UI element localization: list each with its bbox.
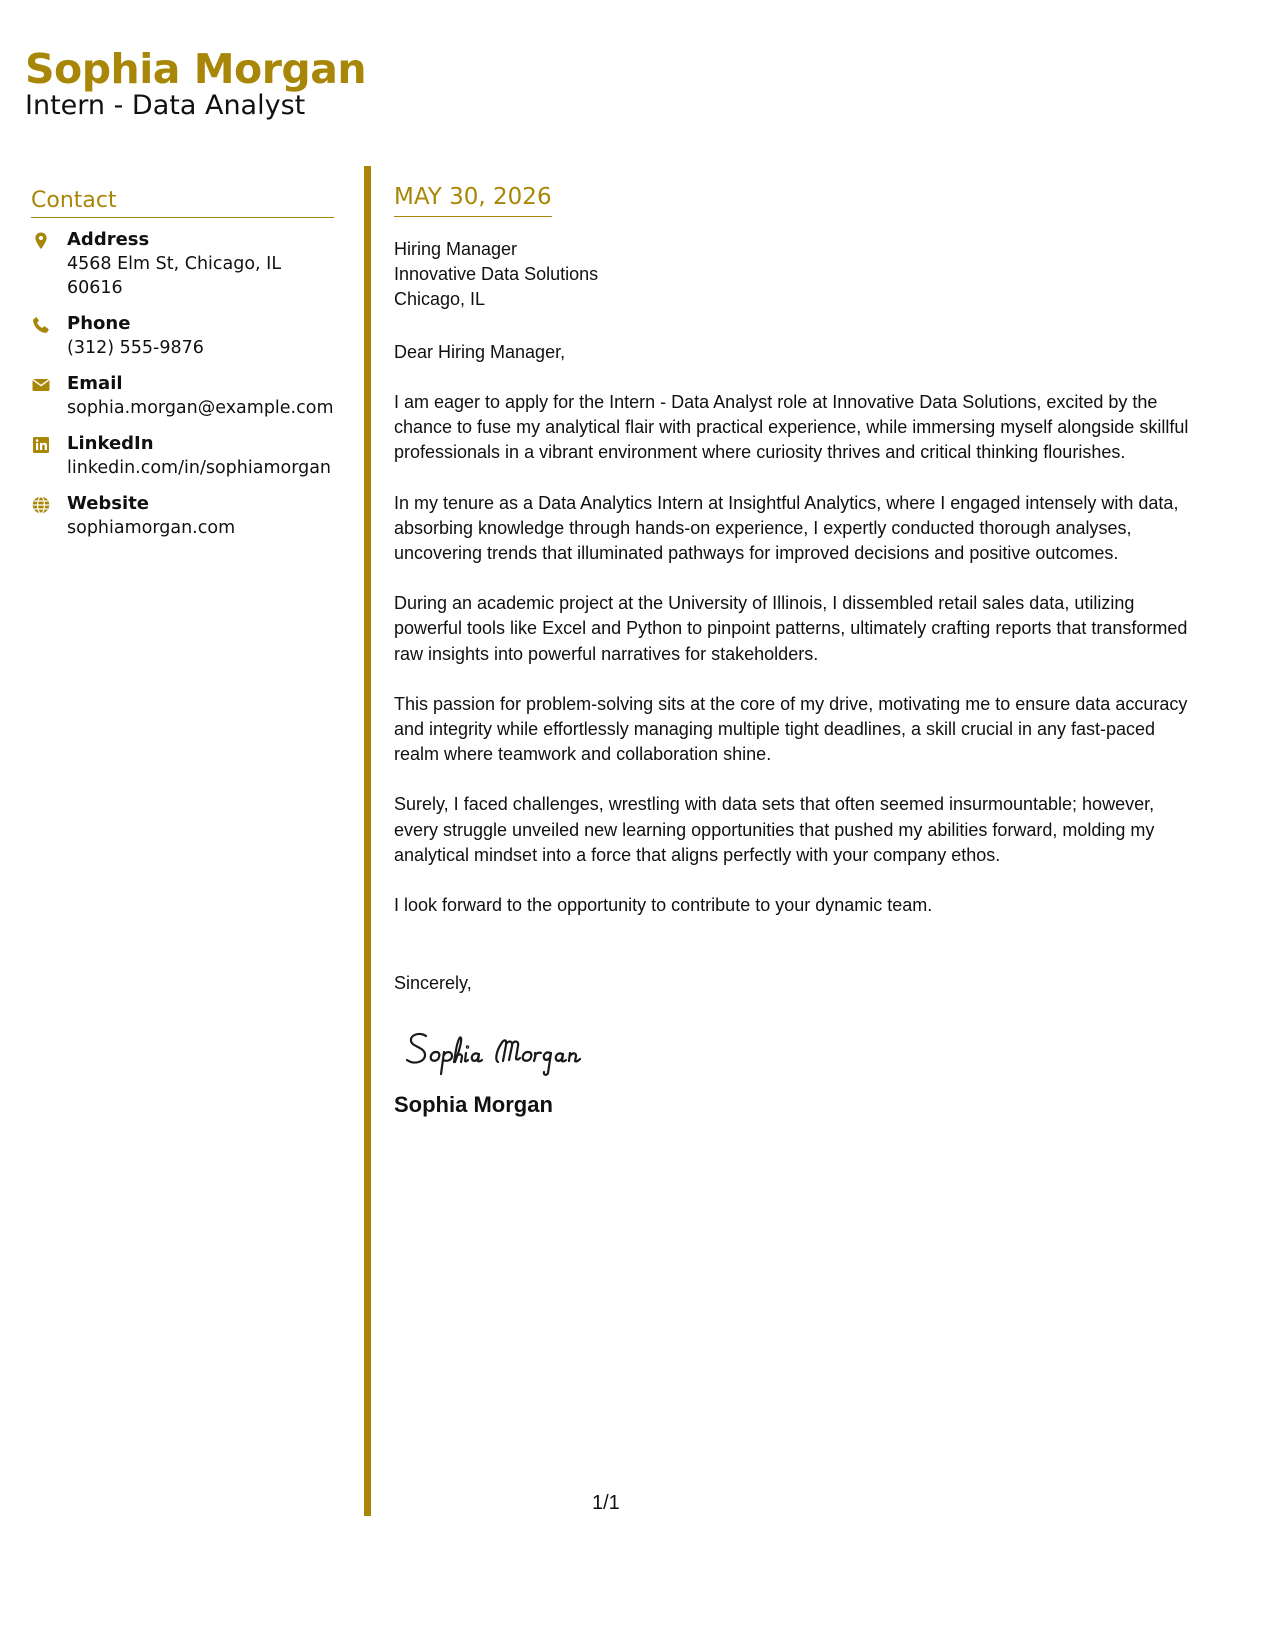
recipient-title: Hiring Manager <box>394 239 518 259</box>
contact-item-website <box>31 492 334 540</box>
letter-paragraph: I am eager to apply for the Intern - Data Analyst role at Innovative Data Solutions, excited by the chance to fuse my analytical flair with practical experience, while immersing myself alongside skillful professionals in a vibrant environment where curiosity thrives and critical thinking flourishes. <box>394 392 1189 463</box>
contact-label: Address <box>67 229 150 250</box>
phone-icon <box>31 312 67 335</box>
contact-value: 4568 Elm St, Chicago, IL 60616 <box>67 254 282 298</box>
contact-value: (312) 555-9876 <box>67 338 204 358</box>
contact-label: Email <box>67 373 123 394</box>
contact-label: Phone <box>67 313 131 334</box>
letter-date: MAY 30, 2026 <box>394 184 552 217</box>
contact-section-title: Contact <box>31 188 334 218</box>
letter-paragraph: This passion for problem-solving sits at the core of my drive, motivating me to ensure data accuracy and integrity while effortlessly managing multiple tight deadlines, a skill crucial in any fast-paced realm where teamwork and collaboration shine. <box>394 693 1188 765</box>
signer-name: Sophia Morgan <box>394 1092 553 1118</box>
map-pin-icon <box>31 228 67 251</box>
vertical-divider <box>364 166 371 1516</box>
salutation: Dear Hiring Manager, <box>394 342 566 362</box>
contact-item-phone <box>31 312 334 360</box>
letter-header <box>25 46 366 121</box>
contact-sidebar <box>31 188 334 552</box>
contact-item-address <box>31 228 334 300</box>
signature-graphic <box>402 1022 642 1078</box>
handwritten-signature <box>402 1022 642 1078</box>
recipient-block <box>394 237 1194 312</box>
letter-paragraph: In my tenure as a Data Analytics Intern at Insightful Analytics, where I engaged intensely with data, absorbing knowledge through hands-on experience, I expertly conducted thorough analyses, uncovering trends that illuminated pathways for improved decisions and positive outcomes. <box>394 492 1179 564</box>
contact-value: sophiamorgan.com <box>67 518 236 538</box>
letter-paragraph: Surely, I faced challenges, wrestling with data sets that often seemed insurmountable; however, every struggle unveiled new learning opportunities that pushed my abilities forward, molding my analytical mindset into a force that aligns perfectly with your company ethos. <box>394 794 1155 865</box>
recipient-location: Chicago, IL <box>394 289 486 309</box>
contact-label: Website <box>67 493 150 514</box>
linkedin-icon <box>31 432 67 455</box>
contact-item-email <box>31 372 334 420</box>
letter-paragraph: I look forward to the opportunity to contribute to your dynamic team. <box>394 895 933 916</box>
globe-icon <box>31 492 67 515</box>
letter-paragraph: During an academic project at the University of Illinois, I dissembled retail sales data, utilizing powerful tools like Excel and Python to pinpoint patterns, ultimately crafting reports that transformed raw insights into powerful narratives for stakeholders. <box>394 593 1188 664</box>
applicant-role: Intern - Data Analyst <box>25 90 306 122</box>
contact-label: LinkedIn <box>67 433 154 454</box>
contact-item-linkedin <box>31 432 334 480</box>
closing: Sincerely, <box>394 973 472 994</box>
recipient-company: Innovative Data Solutions <box>394 264 599 284</box>
applicant-name: Sophia Morgan <box>25 45 367 93</box>
envelope-icon <box>31 372 67 395</box>
page-number: 1/1 <box>592 1492 620 1514</box>
letter-body <box>394 184 1194 1118</box>
contact-value: linkedin.com/in/sophiamorgan <box>67 458 332 478</box>
contact-value: sophia.morgan@example.com <box>67 398 334 418</box>
